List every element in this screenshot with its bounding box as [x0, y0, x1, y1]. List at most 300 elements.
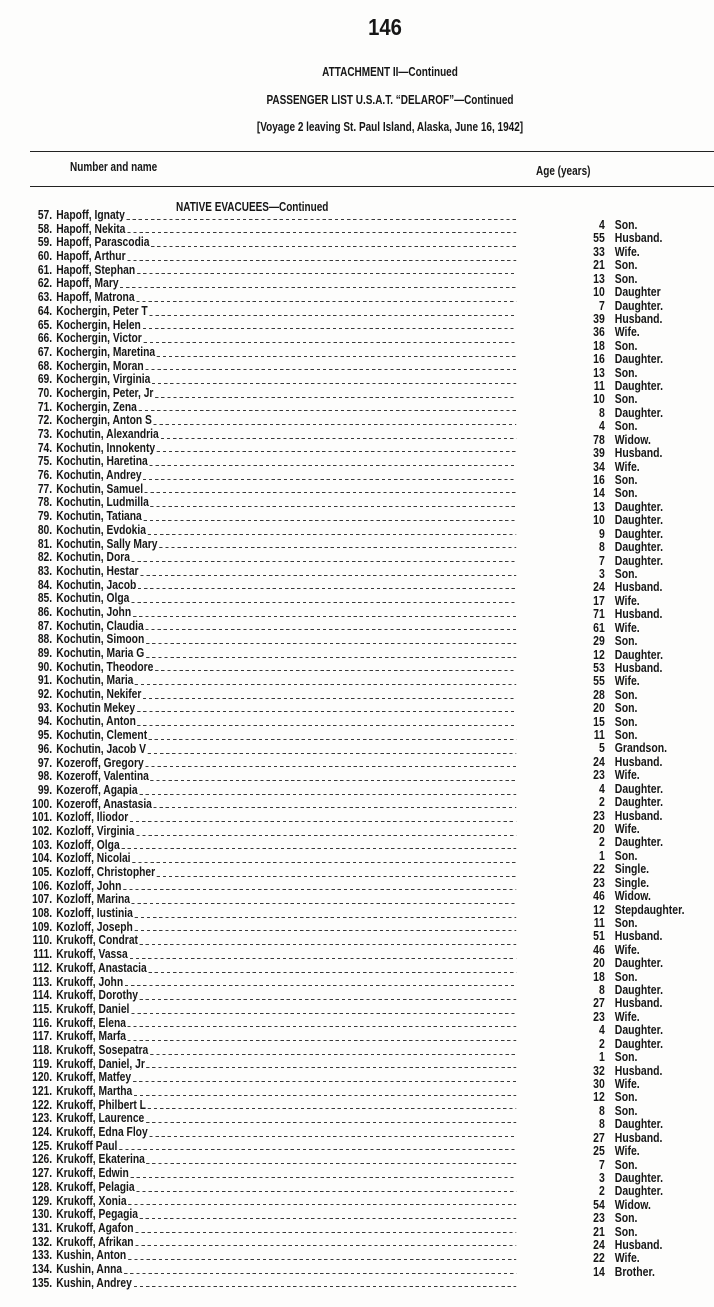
passenger-age-row: [560, 232, 714, 245]
passenger-relation: Single.: [614, 875, 650, 890]
passenger-relation: Son.: [614, 1103, 638, 1118]
dot-leader: [140, 999, 517, 1000]
dot-leader: [137, 725, 516, 726]
passenger-age-row: [560, 796, 714, 809]
passenger-row: [26, 496, 516, 510]
dot-leader: [149, 739, 516, 740]
dot-leader: [121, 848, 516, 849]
passenger-name: Kozloff, Christopher: [56, 865, 156, 879]
passenger-number: 97.: [37, 755, 53, 770]
passenger-number: 67.: [37, 344, 53, 359]
passenger-relation: Daughter.: [614, 835, 663, 850]
passenger-relation: Wife.: [614, 768, 640, 783]
passenger-age: 39: [593, 311, 605, 326]
passenger-age: 23: [593, 1211, 605, 1226]
passenger-relation: Wife.: [614, 821, 640, 836]
passenger-age-row: [560, 997, 714, 1010]
passenger-row: [26, 223, 516, 237]
passenger-age: 16: [593, 473, 605, 488]
passenger-age-row: [560, 246, 714, 259]
passenger-relation: Daughter.: [614, 352, 663, 367]
passenger-relation: Daughter.: [614, 1170, 663, 1185]
passenger-number: 122.: [32, 1097, 53, 1112]
passenger-relation: Widow.: [614, 432, 651, 447]
passenger-age-row: [560, 1212, 714, 1225]
passenger-relation: Daughter.: [614, 1023, 663, 1038]
passenger-age: 2: [598, 795, 605, 810]
passenger-relation: Son.: [614, 1157, 638, 1172]
passenger-name: Kochutin, Olga: [56, 591, 130, 606]
passenger-relation: Husband.: [614, 1238, 663, 1253]
passenger-row: [26, 319, 516, 333]
passenger-name: Hapoff, Parascodia: [56, 235, 150, 250]
passenger-relation: Son.: [614, 258, 638, 273]
passenger-row: [26, 688, 516, 702]
passenger-name: Kozloff, Nicolai: [56, 851, 131, 866]
passenger-relation: Wife.: [614, 674, 640, 689]
passenger-name: Krukoff, Vassa: [56, 947, 128, 962]
dot-leader: [146, 643, 516, 644]
passenger-number: 133.: [32, 1248, 53, 1263]
passenger-age-row: [560, 662, 714, 675]
passenger-name: Kochutin, Samuel: [56, 481, 144, 496]
dot-leader: [140, 575, 516, 576]
dot-leader: [132, 561, 517, 562]
passenger-age-row: [560, 273, 714, 286]
passenger-age: 12: [593, 902, 605, 917]
passenger-age: 24: [593, 1238, 605, 1253]
passenger-number: 102.: [32, 823, 53, 838]
passenger-row: [26, 907, 516, 921]
passenger-age: 1: [598, 1050, 605, 1065]
passenger-age: 25: [593, 1144, 605, 1159]
passenger-name: Kochergin, Victor: [56, 331, 142, 346]
passenger-age: 21: [593, 1224, 605, 1239]
passenger-age: 4: [598, 218, 605, 232]
passenger-age-row: [560, 568, 714, 581]
passenger-age-row: [560, 407, 714, 420]
passenger-number: 90.: [37, 659, 53, 674]
passenger-name: Hapoff, Mary: [56, 276, 119, 291]
passenger-number: 60.: [37, 249, 53, 264]
passenger-age-row: [560, 581, 714, 594]
passenger-number: 71.: [37, 399, 53, 414]
dot-leader: [125, 985, 516, 986]
passenger-name: Kochergin, Peter, Jr: [56, 385, 154, 400]
passenger-age: 71: [593, 607, 605, 622]
passenger-age: 13: [593, 271, 605, 286]
dot-leader: [148, 534, 517, 535]
passenger-number: 131.: [32, 1220, 53, 1235]
dot-leader: [134, 1286, 517, 1287]
dot-leader: [148, 1108, 517, 1109]
passenger-age-row: [560, 1239, 714, 1252]
passenger-relation: Brother.: [614, 1264, 655, 1279]
dot-leader: [146, 1067, 516, 1068]
passenger-age: 14: [593, 1264, 605, 1279]
passenger-row: [26, 236, 516, 250]
passenger-row: [26, 880, 516, 894]
dot-leader: [132, 903, 517, 904]
passenger-row: [26, 1058, 516, 1072]
passenger-number: 120.: [32, 1070, 53, 1085]
passenger-row: [26, 1249, 516, 1263]
passenger-number: 59.: [37, 235, 53, 250]
dot-leader: [157, 356, 516, 357]
passenger-name: Kushin, Anton: [56, 1248, 127, 1263]
passenger-row: [26, 1263, 516, 1277]
passenger-number: 62.: [37, 276, 53, 291]
passenger-number: 77.: [37, 481, 53, 496]
passenger-number: 116.: [32, 1015, 53, 1030]
passenger-age-row: [560, 1159, 714, 1172]
dot-leader: [148, 972, 516, 973]
passenger-age-row: [560, 716, 714, 729]
passenger-number: 64.: [37, 303, 53, 318]
passenger-relation: Son.: [614, 271, 638, 286]
passenger-age-row: [560, 1078, 714, 1091]
passenger-age: 2: [598, 1184, 605, 1199]
dot-leader: [157, 876, 516, 877]
passenger-name: Hapoff, Stephan: [56, 262, 136, 277]
passenger-name: Hapoff, Nekita: [56, 221, 126, 236]
passenger-age-row: [560, 756, 714, 769]
passenger-number: 94.: [37, 714, 53, 729]
passenger-row: [26, 798, 516, 812]
passenger-age: 61: [593, 620, 605, 635]
passenger-age: 10: [593, 392, 605, 407]
passenger-age-row: [560, 1199, 714, 1212]
passenger-age: 32: [593, 1063, 605, 1078]
passenger-age-row: [560, 300, 714, 313]
dot-leader: [138, 410, 516, 411]
dot-leader: [136, 835, 516, 836]
passenger-row: [26, 1195, 516, 1209]
passenger-name: Kozeroff, Valentina: [56, 769, 149, 784]
passenger-number: 113.: [32, 974, 53, 989]
passenger-name: Krukoff, Daniel, Jr: [56, 1056, 145, 1071]
passenger-relation: Son.: [614, 566, 638, 581]
dot-leader: [132, 862, 516, 863]
passenger-name: Kozeroff, Gregory: [56, 755, 144, 770]
section-heading: NATIVE EVACUEES—Continued: [176, 200, 329, 214]
dot-leader: [150, 506, 516, 507]
dot-leader: [128, 1026, 517, 1027]
passenger-number: 127.: [32, 1166, 53, 1181]
passenger-number: 57.: [37, 208, 53, 222]
passenger-row: [26, 921, 516, 935]
passenger-names-column: [26, 209, 516, 1290]
passenger-row: [26, 1030, 516, 1044]
passenger-age-row: [560, 649, 714, 662]
passenger-number: 106.: [32, 878, 53, 893]
passenger-row: [26, 976, 516, 990]
passenger-name: Krukoff, Condrat: [56, 933, 138, 948]
passenger-relation: Daughter.: [614, 298, 663, 313]
passenger-relation: Daughter.: [614, 526, 663, 541]
passenger-number: 112.: [32, 960, 53, 975]
passenger-row: [26, 442, 516, 456]
passenger-row: [26, 633, 516, 647]
passenger-age-row: [560, 917, 714, 930]
passenger-name: Krukoff, Elena: [56, 1015, 126, 1030]
passenger-age: 30: [593, 1077, 605, 1091]
passenger-relation: Daughter: [614, 285, 661, 300]
dot-leader: [150, 1054, 516, 1055]
dot-leader: [137, 273, 516, 274]
dot-leader: [140, 1218, 517, 1219]
passenger-number: 66.: [37, 331, 53, 346]
passenger-row: [26, 1099, 516, 1113]
passenger-row: [26, 784, 516, 798]
passenger-name: Kochutin, Maria G: [56, 646, 145, 660]
passenger-age: 3: [598, 566, 605, 581]
passenger-name: Kozeroff, Agapia: [56, 782, 138, 797]
dot-leader: [120, 287, 516, 288]
passenger-row: [26, 1044, 516, 1058]
passenger-name: Krukoff, Edwin: [56, 1166, 129, 1181]
passenger-row: [26, 893, 516, 907]
passenger-age: 3: [598, 1170, 605, 1185]
passenger-age-row: [560, 984, 714, 997]
passenger-relation: Son.: [614, 365, 638, 380]
passenger-row: [26, 401, 516, 415]
passenger-name: Hapoff, Arthur: [56, 249, 126, 264]
passenger-row: [26, 661, 516, 675]
passenger-row: [26, 524, 516, 538]
passenger-number: 82.: [37, 550, 53, 565]
passenger-age-row: [560, 1266, 714, 1279]
passenger-relation: Son.: [614, 1224, 638, 1239]
passenger-age: 8: [598, 983, 605, 998]
passenger-row: [26, 1277, 516, 1291]
passenger-relation: Husband.: [614, 1063, 663, 1078]
passenger-relation: Widow.: [614, 1197, 651, 1212]
passenger-name: Krukoff, Laurence: [56, 1111, 145, 1126]
passenger-list-title: PASSENGER LIST U.S.A.T. “DELAROF”—Continued: [266, 93, 514, 107]
passenger-age: 14: [593, 486, 605, 501]
passenger-age-row: [560, 877, 714, 890]
passenger-age: 18: [593, 338, 605, 353]
dot-leader: [149, 1136, 516, 1137]
passenger-age-row: [560, 1118, 714, 1131]
passenger-number: 88.: [37, 632, 53, 647]
page-number: 146: [368, 14, 402, 40]
passenger-name: Kochutin, Jacob V: [56, 741, 146, 756]
passenger-row: [26, 373, 516, 387]
passenger-age: 11: [593, 728, 605, 743]
passenger-number: 99.: [37, 782, 53, 797]
passenger-row: [26, 770, 516, 784]
passenger-row: [26, 852, 516, 866]
passenger-name: Krukoff, Daniel: [56, 1001, 130, 1016]
passenger-age-row: [560, 461, 714, 474]
dot-leader: [154, 807, 517, 808]
passenger-number: 114.: [32, 988, 53, 1003]
dot-leader: [134, 930, 516, 931]
passenger-row: [26, 579, 516, 593]
passenger-relation: Daughter.: [614, 405, 663, 420]
passenger-age-row: [560, 1051, 714, 1064]
passenger-age-row: [560, 1024, 714, 1037]
passenger-age: 27: [593, 1130, 605, 1145]
passenger-relation: Daughter.: [614, 499, 663, 514]
passenger-age-row: [560, 608, 714, 621]
dot-leader: [143, 698, 516, 699]
passenger-name: Kozloff, Marina: [56, 892, 130, 907]
passenger-age: 8: [598, 1103, 605, 1118]
passenger-name: Kochutin Mekey: [56, 700, 136, 715]
passenger-name: Kochergin, Virginia: [56, 372, 151, 387]
passenger-number: 91.: [37, 673, 53, 688]
passenger-age-row: [560, 447, 714, 460]
passenger-name: Kochutin, Dora: [56, 550, 130, 565]
passenger-age: 11: [593, 915, 605, 930]
passenger-number: 87.: [37, 618, 53, 633]
passenger-age-row: [560, 890, 714, 903]
passenger-relation: Son.: [614, 486, 638, 501]
passenger-number: 68.: [37, 358, 53, 373]
dot-leader: [134, 917, 516, 918]
passenger-number: 128.: [32, 1179, 53, 1194]
passenger-age: 51: [593, 929, 605, 944]
passenger-row: [26, 948, 516, 962]
dot-leader: [149, 465, 516, 466]
passenger-row: [26, 1181, 516, 1195]
passenger-number: 126.: [32, 1152, 53, 1167]
passenger-age-row: [560, 541, 714, 554]
passenger-number: 80.: [37, 522, 53, 537]
passenger-age: 27: [593, 996, 605, 1011]
passenger-number: 86.: [37, 604, 53, 619]
dot-leader: [143, 342, 516, 343]
dot-leader: [136, 301, 516, 302]
dot-leader: [157, 451, 516, 452]
passenger-age: 5: [598, 741, 605, 756]
passenger-age-row: [560, 501, 714, 514]
passenger-age: 2: [598, 1036, 605, 1051]
passenger-age: 55: [593, 674, 605, 689]
passenger-row: [26, 647, 516, 661]
passenger-row: [26, 715, 516, 729]
dot-leader: [134, 1095, 516, 1096]
passenger-age-row: [560, 689, 714, 702]
passenger-number: 134.: [32, 1261, 53, 1276]
passenger-relation: Son.: [614, 915, 638, 930]
passenger-age-row: [560, 836, 714, 849]
passenger-age: 55: [593, 231, 605, 246]
dot-leader: [150, 780, 516, 781]
passenger-relation: Daughter.: [614, 1036, 663, 1051]
passenger-age-row: [560, 1145, 714, 1158]
dot-leader: [139, 794, 516, 795]
passenger-age-row: [560, 380, 714, 393]
dot-leader: [136, 1191, 516, 1192]
dot-leader: [151, 246, 516, 247]
passenger-age-row: [560, 635, 714, 648]
passenger-relation: Son.: [614, 1050, 638, 1065]
passenger-relation: Son.: [614, 969, 638, 984]
passenger-row: [26, 620, 516, 634]
dot-leader: [146, 657, 516, 658]
dot-leader: [126, 219, 516, 220]
passenger-number: 100.: [32, 796, 53, 811]
passenger-name: Kozloff, Joseph: [56, 919, 133, 934]
dot-leader: [128, 1040, 517, 1041]
passenger-number: 125.: [32, 1138, 53, 1153]
passenger-name: Kochutin, Haretina: [56, 454, 148, 469]
passenger-age: 22: [593, 1251, 605, 1266]
passenger-relation: Husband.: [614, 311, 663, 326]
passenger-age-row: [560, 595, 714, 608]
passenger-row: [26, 674, 516, 688]
passenger-relation: Wife.: [614, 1251, 640, 1266]
passenger-age: 21: [593, 258, 605, 273]
passenger-name: Kochutin, Ludmilla: [56, 495, 149, 510]
passenger-age: 28: [593, 687, 605, 702]
passenger-age-row: [560, 863, 714, 876]
passenger-age: 8: [598, 1117, 605, 1132]
passenger-age: 8: [598, 540, 605, 555]
passenger-row: [26, 305, 516, 319]
passenger-number: 81.: [37, 536, 53, 551]
passenger-age-row: [560, 823, 714, 836]
passenger-age-row: [560, 1011, 714, 1024]
passenger-row: [26, 702, 516, 716]
passenger-age: 15: [593, 714, 605, 729]
passenger-age: 7: [598, 553, 605, 568]
passenger-number: 98.: [37, 769, 53, 784]
passenger-name: Kochutin, Jacob: [56, 577, 137, 592]
passenger-number: 135.: [32, 1275, 53, 1290]
passenger-row: [26, 346, 516, 360]
voyage-note: [Voyage 2 leaving St. Paul Island, Alaska, June 16, 1942]: [256, 120, 524, 134]
passenger-age-row: [560, 622, 714, 635]
passenger-row: [26, 291, 516, 305]
passenger-number: 58.: [37, 221, 53, 236]
passenger-row: [26, 551, 516, 565]
dot-leader: [131, 1013, 516, 1014]
passenger-number: 92.: [37, 687, 53, 702]
passenger-relation: Son.: [614, 701, 638, 716]
passenger-name: Kochergin, Anton S: [56, 413, 152, 428]
passenger-relation: Son.: [614, 338, 638, 353]
passenger-name: Kochutin, Claudia: [56, 618, 144, 633]
passenger-number: 78.: [37, 495, 53, 510]
passenger-name: Krukoff, Xonia: [56, 1193, 127, 1208]
passenger-row: [26, 360, 516, 374]
passenger-relation: Son.: [614, 419, 638, 434]
passenger-relation: Daughter.: [614, 795, 663, 810]
passenger-age: 33: [593, 244, 605, 259]
passenger-age: 46: [593, 942, 605, 957]
passenger-age-row: [560, 904, 714, 917]
dot-leader: [128, 1204, 516, 1205]
passenger-name: Hapoff, Matrona: [56, 290, 135, 305]
passenger-age: 53: [593, 660, 605, 675]
passenger-name: Kochutin, Clement: [56, 728, 148, 743]
passenger-name: Krukoff Paul: [56, 1138, 118, 1153]
dot-leader: [146, 1122, 516, 1123]
passenger-relation: Grandson.: [614, 741, 668, 756]
passenger-name: Kochergin, Peter T: [56, 303, 148, 318]
passenger-number: 109.: [32, 919, 53, 934]
passenger-age-row: [560, 259, 714, 272]
passenger-row: [26, 839, 516, 853]
passenger-row: [26, 264, 516, 278]
passenger-number: 132.: [32, 1234, 53, 1249]
passenger-age: 54: [593, 1197, 605, 1212]
